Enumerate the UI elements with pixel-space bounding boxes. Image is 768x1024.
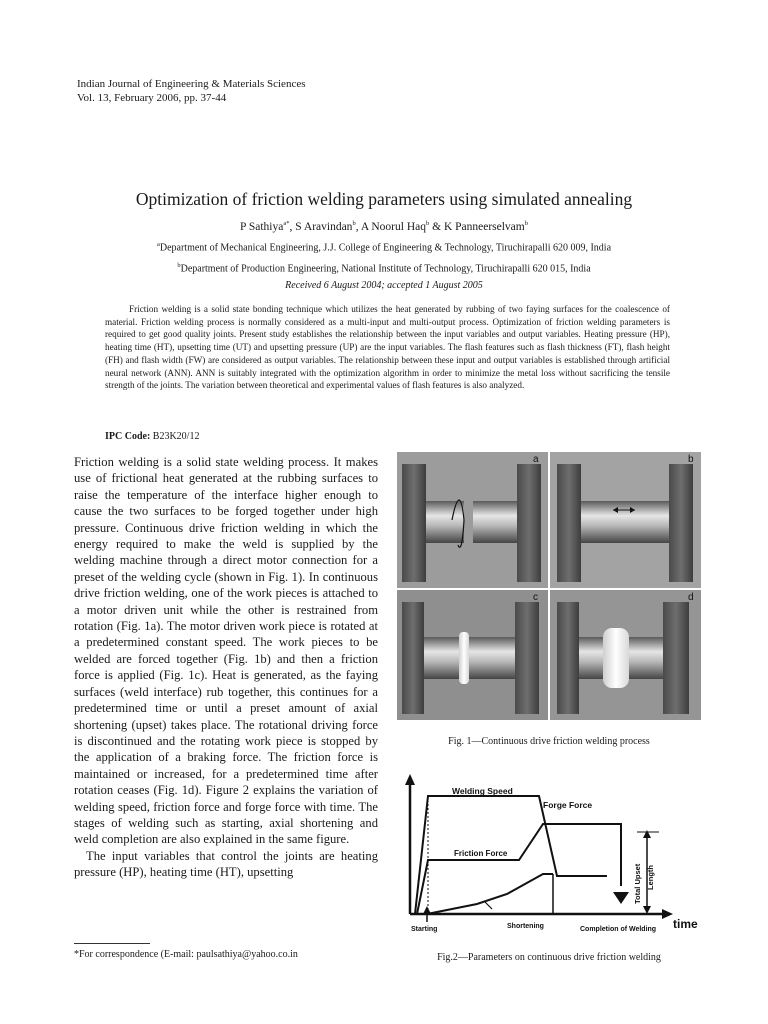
paper-title: Optimization of friction welding parameters using simulated annealing [135,189,633,209]
completion-label: Completion of Welding [580,926,657,933]
affiliation-sup: a [156,241,160,248]
author-sup: b [524,220,528,227]
author-sup: b [425,220,430,227]
shortening-label: Shortening [507,923,544,930]
footnote-rule [74,943,150,944]
welding-speed-curve [415,796,607,914]
force-curve [417,824,621,914]
ipc-value: B23K20/12 [152,431,200,442]
affiliation-text: Department of Mechanical Engineering, J.J. College of Engineering & Technology, Tiruchirapalli 620 009, India [159,242,612,254]
affiliation-sup: b [177,262,181,269]
ipc-code [105,431,199,442]
author-name: P Sathiya [240,220,284,233]
welding-speed-label: Welding Speed [452,786,513,796]
body-paragraph: Friction welding is a solid state welding process. It makes use of frictional heat generated at the rubbing surfaces to raise the temperature of the interface higher enough to cause the two surfaces to be forged together under high pressure. Continuous drive friction welding in which the energy required to make the weld is supplied by the welding machine through a direct motor connection for a preset of the welding cycle (shown in Fig. 1). In continuous drive friction welding, one of the work pieces is attached to a motor driven unit while the other is restrained from rotation (Fig. 1a). The motor driven work piece is rotated at a predetermined constant speed. The work pieces to be welded are forced together (Fig. 1b) and then a friction force is applied (Fig. 1c). Heat is generated, as the faying surfaces (weld interface) rub together, this continues for a predetermined time or until a preset amount of axial shortening (upset) takes place. The rotational driving force is discontinued and the rotating work piece is stopped by the application of a braking force. The friction force is maintained or increased, for a predetermined time after rotation ceases (Fig. 1d). Figure 2 explains the variation of welding speed, friction force and forge force with time. The stages of welding such as starting, axial shortening and weld completion are also explained in the same figure. [74,455,378,847]
affiliation-text: Department of Production Engineering, National Institute of Technology, Tiruchirapalli 620 015, India [180,263,591,275]
figure-1-caption: Fig. 1—Continuous drive friction welding process [448,736,650,747]
author-name: K Panneerselvam [443,220,525,233]
panel-label: b [688,454,694,465]
figure-2 [397,772,701,963]
author-name: A Noorul Haq [360,220,426,233]
author-sup: b [352,220,356,227]
total-upset-label: Total Upset [633,863,642,904]
figure-2-diagram [397,772,701,936]
figure-1 [397,452,701,747]
received-dates: Received 6 August 2004; accepted 1 August 2005 [285,280,483,291]
body-paragraph: The input variables that control the joints are heating pressure (HP), heating time (HT), upsetting [74,848,378,880]
journal-name: Indian Journal of Engineering & Materials Sciences [77,78,306,90]
author-name: S Aravindan [295,220,353,233]
figure-1-photos [397,452,701,720]
abstract: Friction welding is a solid state bonding technique which utilizes the heat generated by rubbing of two faying surfaces for the coalescence of material. Friction welding process is normally considered as a multi-input and multi-output process. Optimization of friction welding parameters is required to get good quality joints. Present study establishes the relationship between the input variables and output variables. Heating pressure (HP), heating time (HT), upsetting time (UT) and upsetting pressure (UP) are the input variables. The flash features such as flash thickness (FT), flash height (FH) and flash width (FW) are considered as output variables. The relationship between these input and output variables is established through artificial neural network (ANN). ANN is suitably integrated with the optimization algorithm in order to minimize the metal loss without sacrificing the tensile strength of the joints. The variation between theoretical and experimental values of flash features is also analyzed. [105,304,670,391]
figure-2-caption: Fig.2—Parameters on continuous drive friction welding [437,952,661,963]
panel-label: d [688,592,694,603]
x-axis-label: time [673,917,698,931]
body-column [74,454,378,881]
author-list: P Sathiya$^{a*}$, S Aravindan$^b$, A Noorul Haq$^b$ & K Panneerselvam$^b$ [240,220,528,233]
footnote: *For correspondence (E-mail: paulsathiya@yahoo.co.in [74,949,298,960]
ipc-label: IPC Code: [105,431,151,442]
panel-label: a [533,454,539,465]
author-sup: a* [283,220,290,227]
journal-volume: Vol. 13, February 2006, pp. 37-44 [77,92,227,104]
friction-force-label: Friction Force [454,849,508,858]
affiliation-a [60,241,708,253]
starting-label: Starting [411,926,438,933]
journal-header [77,77,306,105]
affiliation-b [60,262,708,274]
length-label: Length [646,865,655,890]
forge-force-label: Forge Force [543,800,593,810]
panel-label: c [533,592,538,603]
